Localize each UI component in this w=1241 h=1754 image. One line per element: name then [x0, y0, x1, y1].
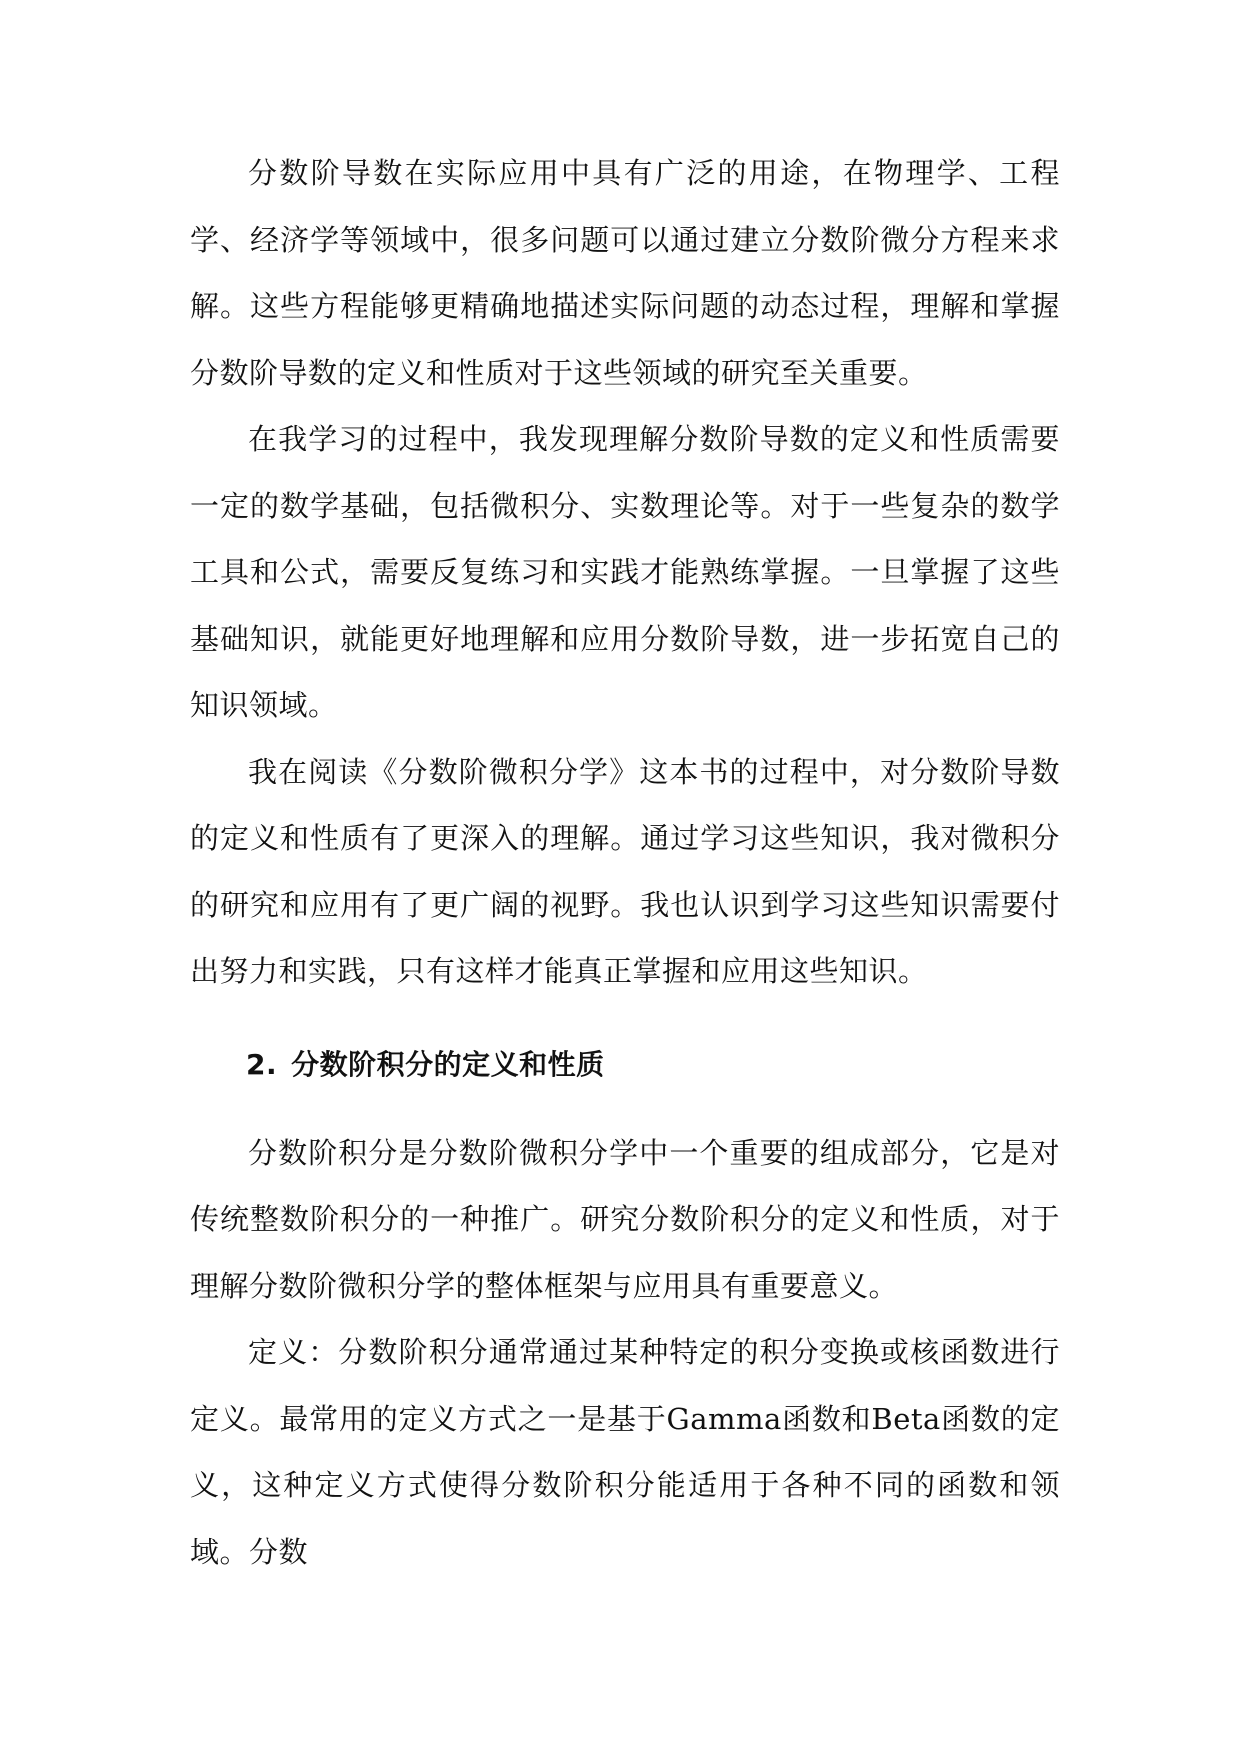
section-number: 2. [246, 1047, 278, 1081]
paragraph-fractional-integral-intro: 分数阶积分是分数阶微积分学中一个重要的组成部分，它是对传统整数阶积分的一种推广。研究分数阶积分的定义和性质，对于理解分数阶微积分学的整体框架与应用具有重要意义。 [190, 1135, 1060, 1303]
paragraph-book-reading: 我在阅读《分数阶微积分学》这本书的过程中，对分数阶导数的定义和性质有了更深入的理解。通过学习这些知识，我对微积分的研究和应用有了更广阔的视野。我也认识到学习这些知识需要付出努力和实践，只有这样才能真正掌握和应用这些知识。 [190, 754, 1060, 988]
paragraph-fractional-integral-definition: 定义：分数阶积分通常通过某种特定的积分变换或核函数进行定义。最常用的定义方式之一是基于Gamma函数和Beta函数的定义，这种定义方式使得分数阶积分能适用于各种不同的函数和领域。分数 [190, 1335, 1060, 1569]
paragraph-learning-process: 在我学习的过程中，我发现理解分数阶导数的定义和性质需要一定的数学基础，包括微积分、实数理论等。对于一些复杂的数学工具和公式，需要反复练习和实践才能熟练掌握。一旦掌握了这些基础知识，就能更好地理解和应用分数阶导数，进一步拓宽自己的知识领域。 [190, 422, 1060, 722]
document-body [190, 140, 1060, 1585]
paragraph-fractional-derivative-applications: 分数阶导数在实际应用中具有广泛的用途，在物理学、工程学、经济学等领域中，很多问题可以通过建立分数阶微分方程来求解。这些方程能够更精确地描述实际问题的动态过程，理解和掌握分数阶导数的定义和性质对于这些领域的研究至关重要。 [190, 156, 1060, 390]
section-heading [190, 1032, 1060, 1098]
section-title: 分数阶积分的定义和性质 [291, 1047, 605, 1081]
